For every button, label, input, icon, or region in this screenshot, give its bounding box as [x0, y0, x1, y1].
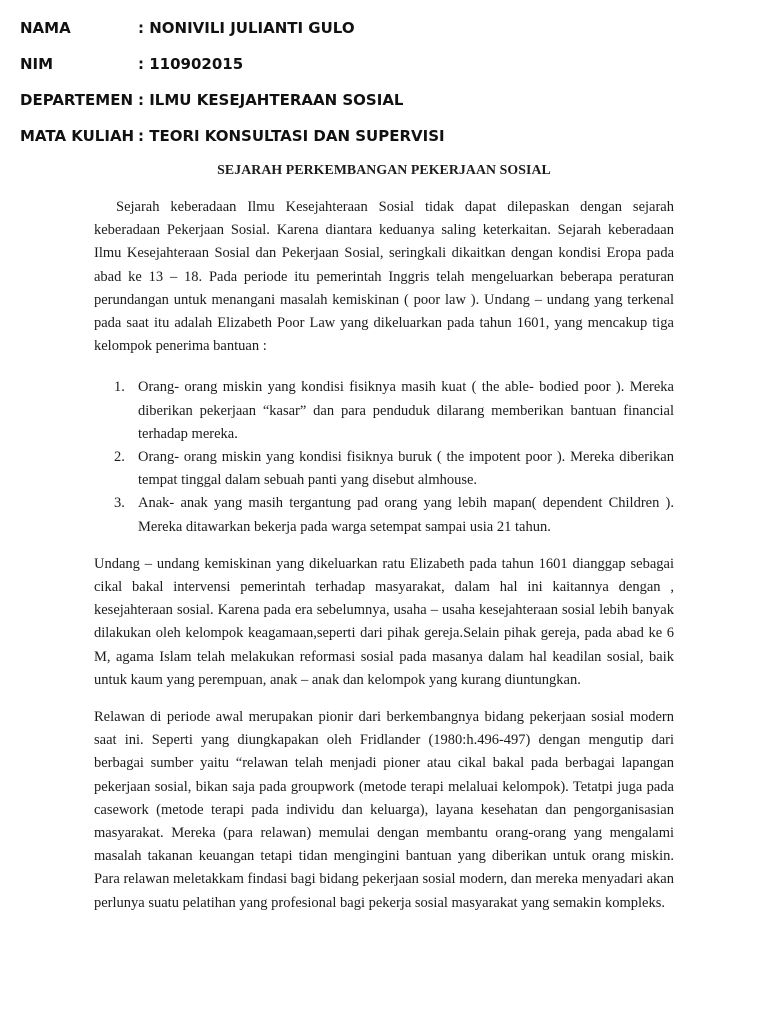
volunteers-paragraph: Relawan di periode awal merupakan pionir dari berkembangnya bidang pekerjaan sosial modern saat ini. Seperti yang diungkapakan oleh Fridlander (1980:h.496-497) dengan mengutip dari berbagai sumber yaitu “relawan telah menjadi pioner atau cikal bakal pada berbagai lapangan pekerjaan sosial, bikan saja pada groupwork (metode terapi melaluai kelompok). Tetatpi juga pada casework (metode terapi pada individu dan keluarga), layana kesehatan dan pengorganisasian masyarakat. Mereka (para relawan) memulai dengan membantu orang-orang yang mengalami masalah takanan keuangan tetapi tidan mengingini bantuan yang diberikan untuk orang miskin. Para relawan meletakkam findasi bagi bidang pekerjaan sosial modern, dan mereka menyadari akan perlunya suatu pelatihan yang profesional bagi pekerja sosial masyarakat yang semakin kompleks.	[94, 709, 674, 911]
list-item-text: Orang- orang miskin yang kondisi fisiknya buruk ( the impotent poor ). Mereka diberikan tempat tinggal dalam sebuah panti yang disebut almhouse.	[138, 449, 674, 489]
paragraph-spacer	[94, 692, 674, 706]
poor-law-paragraph: Undang – undang kemiskinan yang dikeluarkan ratu Elizabeth pada tahun 1601 dianggap sebagai cikal bakal intervensi pemerintah terhadap masyarakat, dalam hal ini kaitannya dengan , kesejahteraan sosial. Karena pada era sebelumnya, usaha – usaha kesejahteraan sosial lebih banyak dilakukan oleh kelompok keagamaan,seperti dari pihak gereja.Selain pihak gereja, pada abad ke 6 M, agama Islam telah melakukan reformasi sosial pada masanya dalam hal keadilan sosial, baik untuk kaum yang perempuan, anak – anak dan kelompok yang kurang diuntungkan.	[94, 555, 674, 688]
identity-label: NIM	[20, 55, 54, 73]
identity-row-mata-kuliah	[20, 122, 445, 158]
student-identity-block	[20, 14, 445, 158]
identity-value: : TEORI KONSULTASI DAN SUPERVISI	[138, 127, 445, 145]
identity-row-nama	[20, 14, 445, 50]
list-item	[94, 446, 674, 492]
list-item-text: Orang- orang miskin yang kondisi fisiknya masih kuat ( the able- bodied poor ). Mereka diberikan pekerjaan “kasar” dan para penduduk dilarang memberikan bantuan financial terhadap mereka.	[138, 379, 674, 442]
recipient-groups-list	[94, 376, 674, 538]
identity-value: : 110902015	[138, 55, 244, 73]
identity-label: NAMA	[20, 19, 71, 37]
identity-label: MATA KULIAH	[20, 127, 135, 145]
list-item-number: 2.	[114, 449, 125, 466]
list-item-text: Anak- anak yang masih tergantung pad orang yang lebih mapan( dependent Children ). Mereka ditawarkan bekerja pada warga setempat sampai usia 21 tahun.	[138, 495, 674, 535]
identity-row-nim	[20, 50, 445, 86]
list-item	[94, 492, 674, 538]
list-item-number: 1.	[114, 379, 125, 396]
identity-row-departemen	[20, 86, 445, 122]
document-body	[94, 158, 674, 915]
identity-value: : ILMU KESEJAHTERAAN SOSIAL	[138, 91, 404, 109]
intro-paragraph: Sejarah keberadaan Ilmu Kesejahteraan Sosial tidak dapat dilepaskan dengan sejarah keberadaan Pekerjaan Sosial. Karena diantara keduanya saling keterkaitan. Sejarah keberadaan Ilmu Kesejahteraan Sosial dan Pekerjaan Sosial, seringkali dikaitkan dengan kondisi Eropa pada abad ke 13 – 18. Pada periode itu pemerintah Inggris telah mengeluarkan beberapa peraturan perundangan untuk menangani masalah kemiskinan ( poor law ). Undang – undang yang terkenal pada saat itu adalah Elizabeth Poor Law yang dikeluarkan pada tahun 1601, yang mencakup tiga kelompok penerima bantuan :	[94, 199, 674, 355]
document-title: SEJARAH PERKEMBANGAN PEKERJAAN SOSIAL	[217, 162, 551, 177]
identity-value: : NONIVILI JULIANTI GULO	[138, 19, 355, 37]
identity-label: DEPARTEMEN	[20, 91, 134, 109]
list-item	[94, 376, 674, 446]
list-item-number: 3.	[114, 495, 125, 512]
